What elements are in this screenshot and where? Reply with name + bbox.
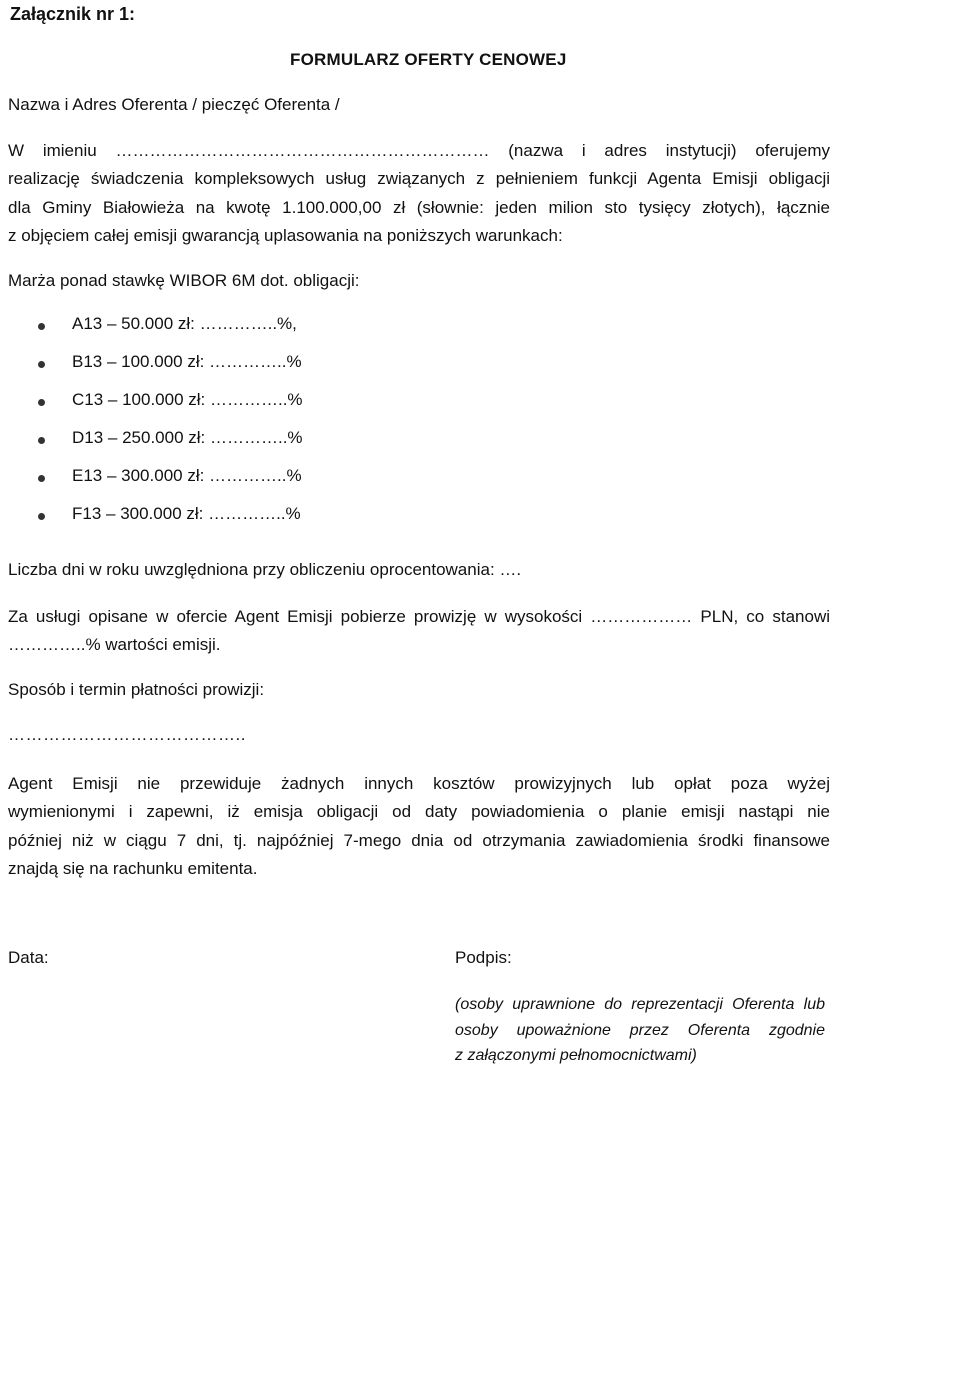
bullet-icon <box>38 437 45 444</box>
commission-line: Za usługi opisane w ofercie Agent Emisji pobierze prowizję w wysokości ……………… PLN, co stanowi <box>8 607 830 626</box>
series-text: E13 – 300.000 zł: …………..% <box>72 466 302 485</box>
payment-label: Sposób i termin płatności prowizji: <box>8 680 265 699</box>
bullet-icon <box>38 399 45 406</box>
series-text: D13 – 250.000 zł: …………..% <box>72 428 303 447</box>
bullet-icon <box>38 475 45 482</box>
declaration-line: znajdą się na rachunku emitenta. <box>8 859 258 879</box>
intro-line: realizację świadczenia kompleksowych usług związanych z pełnieniem funkcji Agenta Emisji obligacji <box>8 169 830 189</box>
intro-paragraph <box>8 137 830 251</box>
date-label: Data: <box>8 948 49 967</box>
series-text: F13 – 300.000 zł: …………..% <box>72 504 301 523</box>
declaration-line: Agent Emisji nie przewiduje żadnych innych kosztów prowizyjnych lub opłat poza wyżej <box>8 774 830 793</box>
bullet-icon <box>38 513 45 520</box>
days-line: Liczba dni w roku uwzględniona przy obliczeniu oprocentowania: …. <box>8 560 522 579</box>
commission-line: …………..% wartości emisji. <box>8 635 221 655</box>
declaration-paragraph <box>8 770 830 884</box>
form-title: FORMULARZ OFERTY CENOWEJ <box>290 50 567 69</box>
signature-label: Podpis: <box>455 948 512 967</box>
series-text: C13 – 100.000 zł: …………..% <box>72 390 303 409</box>
signature-note <box>455 992 825 1069</box>
attachment-label: Załącznik nr 1: <box>10 4 136 24</box>
declaration-line: wymienionymi i zapewni, iż emisja obligacji od daty powiadomienia o planie emisji nastąpi nie <box>8 802 830 822</box>
signature-note-line: osoby upoważnione przez Oferenta zgodnie <box>455 1021 825 1039</box>
series-text: B13 – 100.000 zł: …………..% <box>72 352 302 371</box>
margin-label: Marża ponad stawkę WIBOR 6M dot. obligacji: <box>8 271 360 290</box>
payment-dots: ………………………………….. <box>8 725 246 744</box>
signature-note-line: z załączonymi pełnomocnictwami) <box>455 1047 697 1064</box>
signature-note-line: (osoby uprawnione do reprezentacji Oferenta lub <box>455 996 825 1013</box>
offeror-label: Nazwa i Adres Oferenta / pieczęć Oferenta / <box>8 95 340 114</box>
bullet-icon <box>38 361 45 368</box>
bullet-icon <box>38 323 45 330</box>
commission-paragraph <box>8 603 830 660</box>
intro-line: z objęciem całej emisji gwarancją uplasowania na poniższych warunkach: <box>8 226 563 246</box>
declaration-line: później niż w ciągu 7 dni, tj. najpóźniej 7-mego dnia od otrzymania zawiadomienia środki finansowe <box>8 830 830 850</box>
intro-line: dla Gminy Białowieża na kwotę 1.100.000,00 zł (słownie: jeden milion sto tysięcy złotych), łącznie <box>8 197 830 217</box>
intro-line: W imieniu ………………………………………………………… (nazwa i adres instytucji) oferujemy <box>8 141 830 160</box>
series-text: A13 – 50.000 zł: …………..%, <box>72 314 297 333</box>
